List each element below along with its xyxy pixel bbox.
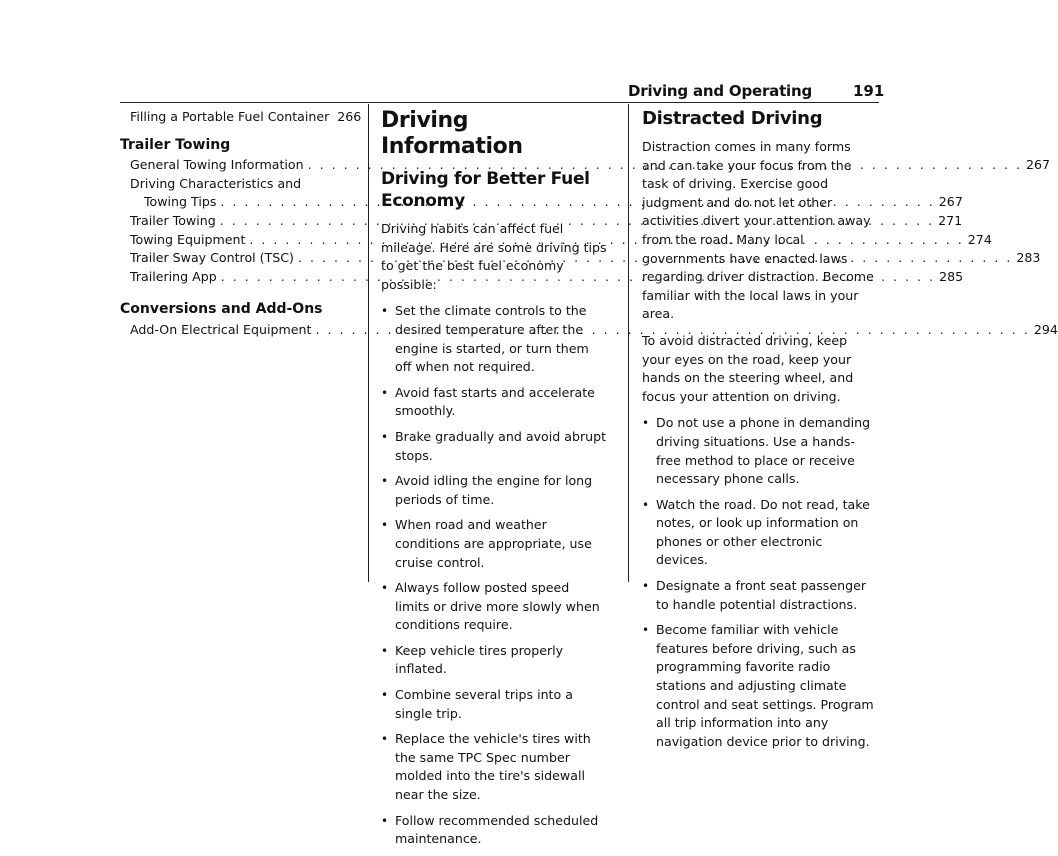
toc-entry-text: Filling a Portable Fuel Container — [130, 109, 330, 124]
list-item-text: Set the climate controls to the desired temperature after the engine is started, or turn them off when not required. — [395, 303, 589, 375]
list-item — [381, 730, 607, 804]
toc-entry-page: 266 — [337, 109, 362, 124]
list-item-text: Replace the vehicle's tires with the same TPC Spec number molded into the tire's sidewall near the size. — [395, 731, 591, 803]
list-item-text: Brake gradually and avoid abrupt stops. — [395, 428, 607, 463]
bullet-icon: • — [381, 581, 389, 596]
toc-entry[interactable] — [130, 212, 963, 231]
toc-entry-text: Add-On Electrical Equipment — [130, 321, 312, 337]
list-item — [642, 577, 876, 614]
list-item — [381, 472, 607, 509]
toc-entry[interactable] — [130, 268, 964, 287]
bullet-icon: • — [381, 474, 389, 489]
column-divider-1 — [368, 104, 369, 582]
bullet-icon: • — [642, 497, 650, 512]
list-item — [642, 621, 876, 751]
bullet-icon: • — [381, 518, 389, 533]
list-item — [642, 496, 876, 570]
toc-entry-page: 285 — [939, 268, 964, 284]
bullet-icon: • — [381, 429, 389, 444]
toc-entry-page: 267 — [938, 194, 963, 210]
driving-info-column — [381, 108, 607, 856]
list-item — [381, 384, 607, 421]
bullet-icon: • — [381, 813, 389, 828]
bullet-icon: • — [381, 732, 389, 747]
toc-entry[interactable] — [130, 249, 1041, 268]
toc-entry-page: 294 — [1033, 321, 1058, 337]
toc-entry-text: Trailer Sway Control (TSC) — [130, 250, 294, 266]
list-item — [381, 642, 607, 679]
bullet-icon: • — [642, 623, 650, 638]
bullet-icon: • — [642, 579, 650, 594]
intro-paragraph: Driving habits can affect fuel mileage. Here are some driving tips to get the best fuel economy possible: — [381, 221, 607, 292]
toc-section-title[interactable]: Conversions and Add-Ons — [120, 301, 323, 318]
list-item-text: Become familiar with vehicle features before driving, such as programming favorite radio stations and adjusting climate control and seat settings. Program all trip information into any navigation device prior to driving. — [656, 622, 874, 749]
toc-entry-page: 274 — [967, 231, 992, 247]
list-item-text: Designate a front seat passenger to handle potential distractions. — [656, 578, 867, 612]
list-item-text: Watch the road. Do not read, take notes, or look up information on phones or other electronic devices. — [656, 496, 870, 568]
column-divider-2 — [628, 104, 629, 582]
page-number: 191 — [853, 82, 885, 100]
toc-entry-text: Towing Equipment — [130, 231, 246, 247]
toc-entry-text: Trailer Towing — [130, 212, 216, 228]
toc-entry[interactable] — [144, 193, 963, 212]
list-item-text: When road and weather conditions are appropriate, use cruise control. — [395, 517, 592, 570]
toc-entry-text: Towing Tips — [144, 194, 217, 210]
toc-entry-page: 283 — [1016, 250, 1041, 266]
list-item-text: Always follow posted speed limits or drive more slowly when conditions require. — [395, 580, 600, 633]
toc-entry-text: Trailering App — [130, 268, 217, 284]
bullet-icon: • — [381, 643, 389, 658]
paragraph: Distraction comes in many forms and can take your focus from the task of driving. Exercise good judgment and do not let other activities divert your attention away from the road. Many local governments have enacted laws regarding driver distraction. Become familiar with the local laws in your area. — [642, 139, 874, 322]
subsection-title: Driving for Better Fuel Economy — [381, 169, 590, 211]
list-item-text: Avoid fast starts and accelerate smoothly. — [395, 384, 595, 419]
toc-section-title[interactable]: Trailer Towing — [120, 136, 231, 153]
list-item-text: Do not use a phone in demanding driving situations. Use a hands-free method to place or receive necessary phone calls. — [656, 415, 871, 487]
bullet-icon: • — [381, 688, 389, 703]
list-item — [381, 686, 607, 723]
list-item-text: Keep vehicle tires properly inflated. — [395, 642, 564, 677]
distracted-driving-column — [642, 108, 876, 758]
toc-entry-page: 271 — [938, 212, 963, 228]
header-title: Driving and Operating — [628, 82, 813, 100]
bullet-icon: • — [642, 416, 650, 431]
list-item — [381, 579, 607, 635]
bullet-icon: • — [381, 385, 389, 400]
section-title: Distracted Driving — [642, 108, 823, 129]
list-item — [381, 302, 607, 376]
toc-entry-text[interactable]: Driving Characteristics and — [130, 175, 302, 191]
fuel-tips-list — [381, 302, 607, 848]
toc-entry[interactable] — [130, 108, 362, 127]
list-item-text: Combine several trips into a single trip. — [395, 687, 573, 721]
toc-entry[interactable] — [130, 321, 1058, 340]
page-header — [0, 80, 960, 104]
toc-entry-text: General Towing Information — [130, 157, 304, 173]
list-item-text: Avoid idling the engine for long periods of time. — [395, 473, 593, 507]
list-item — [381, 812, 607, 849]
list-item — [642, 414, 876, 488]
toc-entry[interactable] — [130, 156, 1051, 175]
header-rule — [120, 102, 879, 103]
distraction-tips-list — [642, 414, 876, 751]
toc-entry[interactable] — [130, 231, 992, 250]
section-title: Driving Information — [381, 108, 523, 159]
list-item — [381, 516, 607, 572]
list-item — [381, 428, 607, 465]
toc-entry-page: 267 — [1025, 157, 1051, 173]
paragraph: To avoid distracted driving, keep your eyes on the road, keep your hands on the steering wheel, and focus your attention on driving. — [642, 332, 854, 404]
list-item-text: Follow recommended scheduled maintenance. — [395, 812, 599, 847]
bullet-icon: • — [381, 304, 389, 319]
